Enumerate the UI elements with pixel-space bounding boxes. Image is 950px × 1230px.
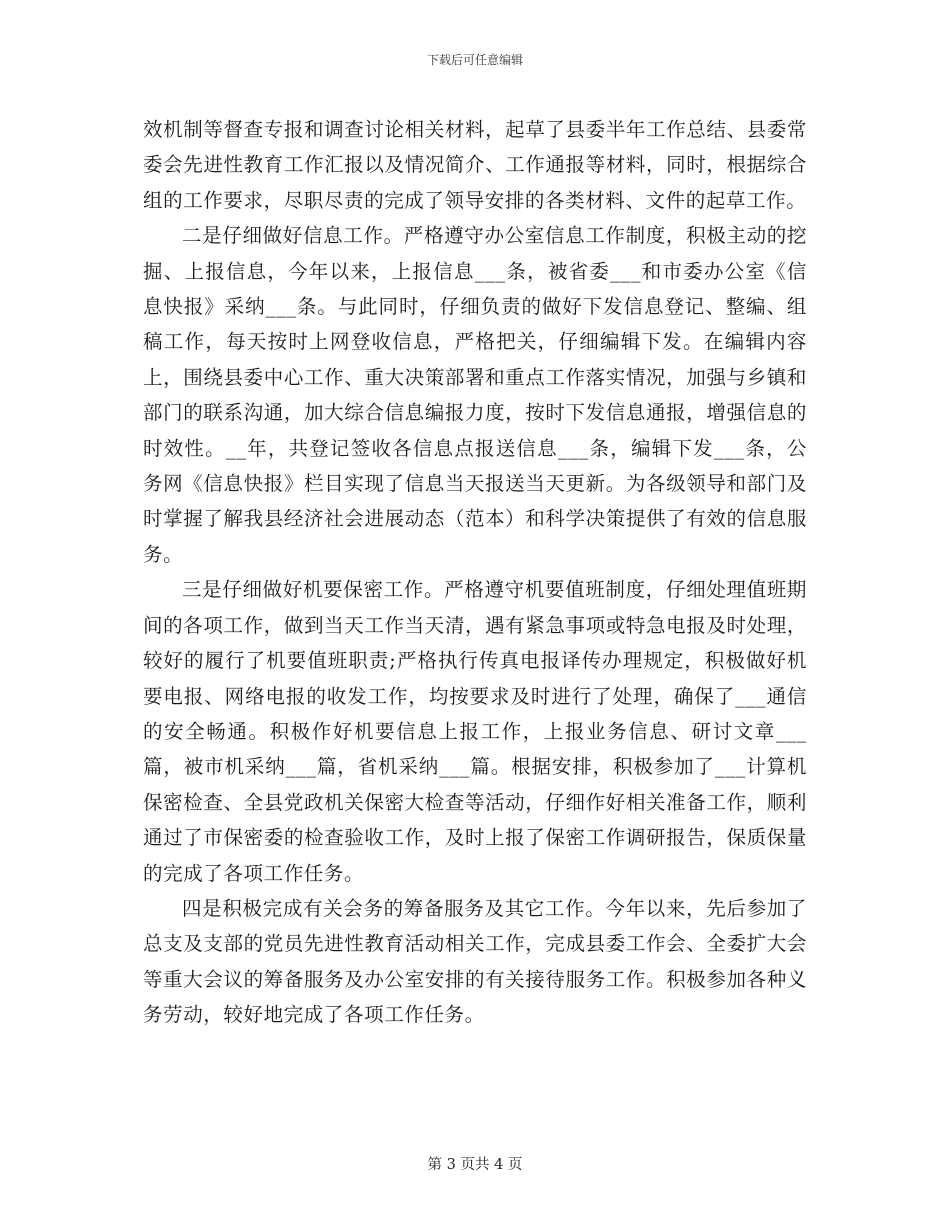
paragraph-confidential-work: 三是仔细做好机要保密工作。严格遵守机要值班制度，仔细处理值班期间的各项工作，做到当天工作当天清，遇有紧急事项或特急电报及时处理，较好的履行了机要值班职责;严格执行传真电报译传办理规定，积极做好机要电报、网络电报的收发工作，均按要求及时进行了处理，确保了___通信的安全畅通。积极作好机要信息上报工作，上报业务信息、研讨文章___篇，被市机采纳___篇，省机采纳___篇。根据安排，积极参加了___计算机保密检查、全县党政机关保密大检查等活动，仔细作好相关准备工作，顺利通过了市保密委的检查验收工作，及时上报了保密工作调研报告，保质保量的完成了各项工作任务。 [143,578,807,885]
page-number-footer: 第 3 页共 4 页 [427,1157,523,1173]
page-header: 下载后可任意编辑 [426,53,523,67]
paragraph-information-work: 二是仔细做好信息工作。严格遵守办公室信息工作制度，积极主动的挖掘、上报信息，今年以来，上报信息___条，被省委___和市委办公室《信息快报》采纳___条。与此同时，仔细负责的做好下发信息登记、整编、组稿工作，每天按时上网登收信息，严格把关，仔细编辑下发。在编辑内容上，围绕县委中心工作、重大决策部署和重点工作落实情况，加强与乡镇和部门的联系沟通，加大综合信息编报力度，按时下发信息通报，增强信息的时效性。__年，共登记签收各信息点报送信息___条，编辑下发___条，公务网《信息快报》栏目实现了信息当天报送当天更新。为各级领导和部门及时掌握了解我县经济社会进展动态（范本）和科学决策提供了有效的信息服务。 [143,224,807,566]
paragraph-continuation: 效机制等督查专报和调查讨论相关材料，起草了县委半年工作总结、县委常委会先进性教育工作汇报以及情况简介、工作通报等材料，同时，根据综合组的工作要求，尽职尽责的完成了领导安排的各类材料、文件的起草工作。 [143,118,807,212]
paragraph-meeting-services: 四是积极完成有关会务的筹备服务及其它工作。今年以来，先后参加了总支及支部的党员先进性教育活动相关工作，完成县委工作会、全委扩大会等重大会议的筹备服务及办公室安排的有关接待服务工作。积极参加各种义务劳动，较好地完成了各项工作任务。 [143,896,807,1027]
document-body [143,112,807,1033]
